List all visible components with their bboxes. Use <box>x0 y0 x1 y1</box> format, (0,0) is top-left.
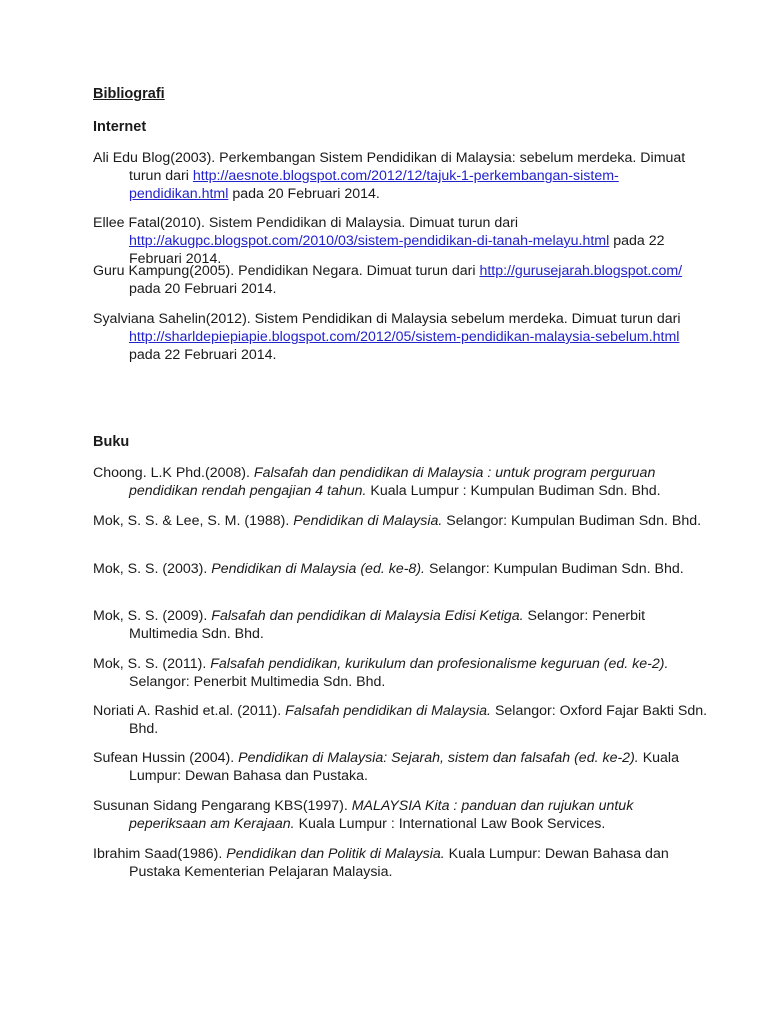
entry-text: Choong. L.K Phd.(2008). <box>93 465 254 481</box>
bibliography-entry-book <box>93 512 714 530</box>
entry-text: Mok, S. S. & Lee, S. M. (1988). <box>93 513 294 529</box>
entry-text: Selangor: Oxford Fajar Bakti Sdn. Bhd. <box>129 703 708 737</box>
entry-book-title: Falsafah dan pendidikan di Malaysia Edisi Ketiga. <box>211 608 524 624</box>
entry-text: Guru Kampung(2005). Pendidikan Negara. Dimuat turun dari <box>93 263 480 279</box>
entry-text: Selangor: Kumpulan Budiman Sdn. Bhd. <box>442 513 702 529</box>
entry-text: pada 22 Februari 2014. <box>129 347 277 363</box>
entry-text: Mok, S. S. (2003). <box>93 561 212 577</box>
entry-text: Selangor: Penerbit Multimedia Sdn. Bhd. <box>129 608 646 642</box>
entry-link[interactable]: http://aesnote.blogspot.com/2012/12/tajuk-1-perkembangan-sistem-pendidikan.html <box>129 168 619 202</box>
entry-link[interactable]: http://akugpc.blogspot.com/2010/03/sistem-pendidikan-di-tanah-melayu.html <box>129 233 610 249</box>
entry-text: Mok, S. S. (2011). <box>93 656 211 672</box>
bibliography-entry-internet <box>93 310 714 364</box>
entry-book-title: Falsafah dan pendidikan di Malaysia : untuk program perguruan pendidikan rendah pengajian 4 tahun. <box>129 465 656 499</box>
entry-text: Selangor: Kumpulan Budiman Sdn. Bhd. <box>425 561 684 577</box>
bibliography-entry-internet <box>93 149 714 203</box>
entry-text: Selangor: Penerbit Multimedia Sdn. Bhd. <box>129 674 386 690</box>
entry-text: Kuala Lumpur: Dewan Bahasa dan Pustaka Kementerian Pelajaran Malaysia. <box>129 846 669 880</box>
entry-book-title: Pendidikan di Malaysia (ed. ke-8). <box>211 561 425 577</box>
bibliography-entry-book <box>93 702 714 738</box>
entry-text: Ellee Fatal(2010). Sistem Pendidikan di Malaysia. Dimuat turun dari <box>93 215 519 231</box>
bibliography-entry-book <box>93 560 714 578</box>
entry-link[interactable]: http://gurusejarah.blogspot.com/ <box>479 263 683 279</box>
entry-link[interactable]: http://sharldepiepiapie.blogspot.com/2012/05/sistem-pendidikan-malaysia-sebelum.html <box>129 329 680 345</box>
entry-text: Kuala Lumpur: Dewan Bahasa dan Pustaka. <box>129 750 679 784</box>
entry-text: Kuala Lumpur : International Law Book Services. <box>294 816 606 832</box>
bibliography-entry-internet <box>93 262 714 298</box>
entry-book-title: Falsafah pendidikan, kurikulum dan profesionalisme keguruan (ed. ke-2). <box>210 656 669 672</box>
bibliography-entry-book <box>93 797 714 833</box>
entry-book-title: Pendidikan di Malaysia. <box>293 513 443 529</box>
entry-text: Kuala Lumpur : Kumpulan Budiman Sdn. Bhd. <box>366 483 661 499</box>
bibliography-entry-book <box>93 749 714 785</box>
entry-text: Ibrahim Saad(1986). <box>93 846 227 862</box>
entry-text: Mok, S. S. (2009). <box>93 608 212 624</box>
entry-text: Ali Edu Blog(2003). Perkembangan Sistem Pendidikan di Malaysia: sebelum merdeka. Dimuat turun dari <box>93 150 686 184</box>
entry-text: Noriati A. Rashid et.al. (2011). <box>93 703 286 719</box>
bibliography-entry-book <box>93 607 714 643</box>
bibliography-entry-book <box>93 655 714 691</box>
bibliography-entry-book <box>93 464 714 500</box>
entry-book-title: Pendidikan dan Politik di Malaysia. <box>226 846 445 862</box>
entry-text: pada 20 Februari 2014. <box>228 186 380 202</box>
entry-text: Sufean Hussin (2004). <box>93 750 239 766</box>
entry-book-title: MALAYSIA Kita : panduan dan rujukan untuk peperiksaan am Kerajaan. <box>129 798 634 832</box>
entry-text: pada 20 Februari 2014. <box>129 281 277 297</box>
entry-text: Susunan Sidang Pengarang KBS(1997). <box>93 798 352 814</box>
section-heading-buku: Buku <box>93 434 130 450</box>
bibliography-entry-book <box>93 845 714 881</box>
entry-text: pada 22 Februari 2014. <box>129 233 665 267</box>
entry-book-title: Falsafah pendidikan di Malaysia. <box>285 703 491 719</box>
entry-text: Syalviana Sahelin(2012). Sistem Pendidikan di Malaysia sebelum merdeka. Dimuat turun dari <box>93 311 681 327</box>
page-title: Bibliografi <box>93 86 165 102</box>
bibliography-entry-internet <box>93 214 714 268</box>
section-heading-internet: Internet <box>93 119 147 135</box>
entry-book-title: Pendidikan di Malaysia: Sejarah, sistem dan falsafah (ed. ke-2). <box>238 750 639 766</box>
